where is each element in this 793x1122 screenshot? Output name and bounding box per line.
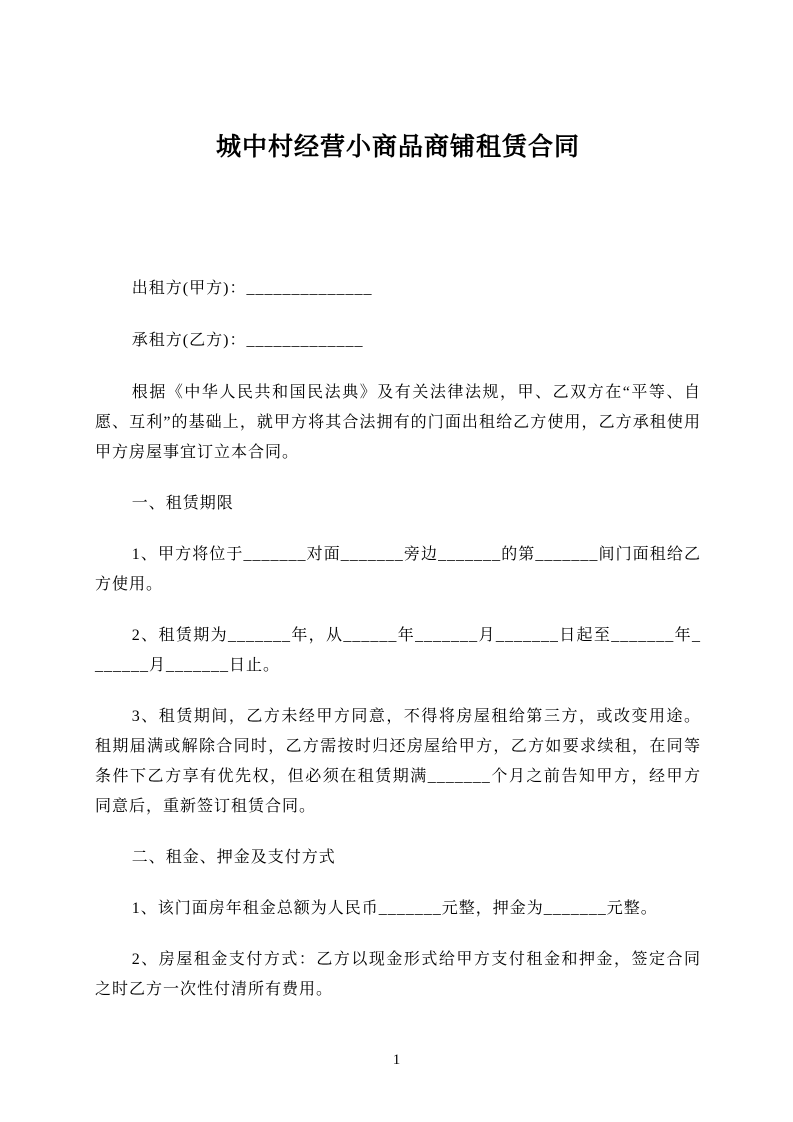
party-b-line: 承租方(乙方)：_____________: [131, 332, 364, 349]
section-2-item-2: 2、房屋租金支付方式：乙方以现金形式给甲方支付租金和押金，签定合同之时乙方一次性付清所有费用。: [95, 951, 701, 998]
party-a-line: 出租方(甲方)：______________: [131, 280, 373, 297]
page-number: 1: [392, 1052, 401, 1068]
section-1-item-3: 3、租赁期间，乙方未经甲方同意，不得将房屋租给第三方，或改变用途。租期届满或解除合同时，乙方需按时归还房屋给甲方，乙方如要求续租，在同等条件下乙方享有优先权，但必须在租赁期满_______个月之前告知甲方，经甲方同意后，重新签订租赁合同。: [95, 708, 701, 815]
document-title: 城中村经营小商品商铺租赁合同: [215, 133, 580, 161]
section-1-item-1: 1、甲方将位于_______对面_______旁边_______的第_______间门面租给乙方使用。: [95, 546, 701, 593]
section-2-item-1: 1、该门面房年租金总额为人民币_______元整，押金为_______元整。: [131, 900, 658, 917]
intro-paragraph: 根据《中华人民共和国民法典》及有关法律法规，甲、乙双方在“平等、自愿、互利”的基础上，就甲方将其合法拥有的门面出租给乙方使用，乙方承租使用甲方房屋事宜订立本合同。: [95, 384, 701, 461]
section-1-heading: 一、租赁期限: [131, 495, 234, 512]
section-1-item-2: 2、租赁期为_______年，从______年_______月_______日起至_______年_______月_______日止。: [95, 627, 701, 674]
section-2-heading: 二、租金、押金及支付方式: [131, 849, 336, 866]
